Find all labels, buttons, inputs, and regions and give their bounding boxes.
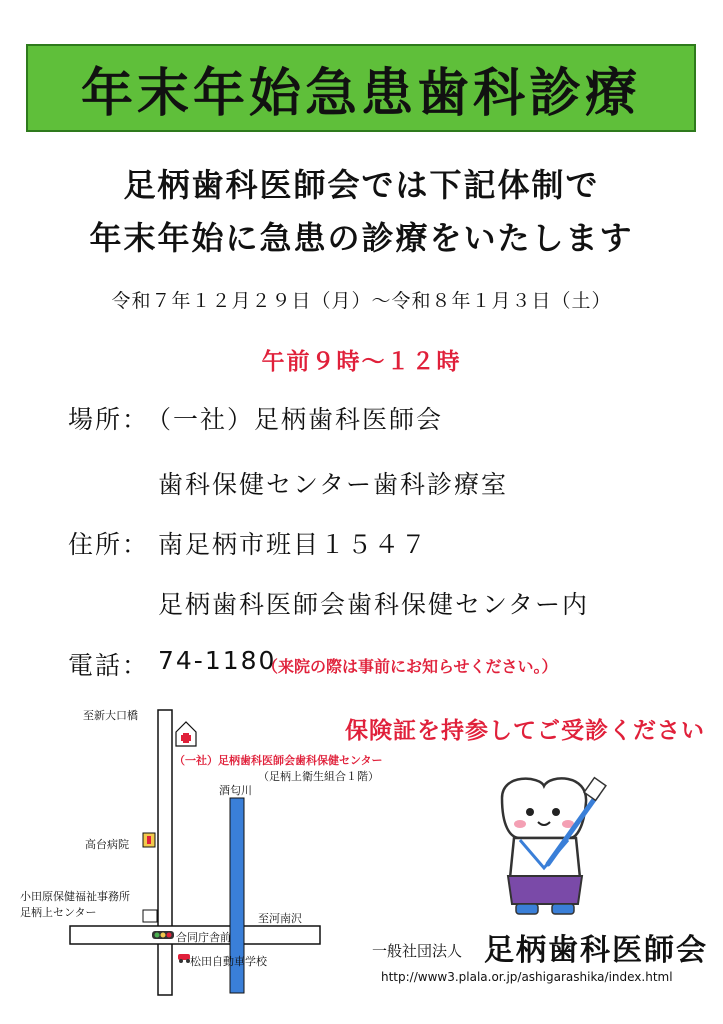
phone-label: 電話： [68, 651, 150, 680]
insurance-notice: 保険証を持参してご受診ください [345, 718, 705, 744]
traffic-signal-icon [152, 931, 174, 939]
lead-line-1: 足柄歯科医師会では下記体制で [123, 166, 600, 204]
org-prefix: 一般社団法人 [372, 942, 463, 960]
clinic-hours: 午前９時～１２時 [261, 349, 462, 375]
place-line-2: 歯科保健センター歯科診療室 [158, 470, 509, 499]
office-icon [143, 910, 157, 922]
map-school-label: 松田自動車学校 [190, 955, 267, 968]
map-center-sub: （足柄上衛生組合１階） [258, 770, 379, 783]
map-hospital-label: 高台病院 [85, 838, 129, 851]
place-label: 場所： [68, 405, 150, 434]
address-label: 住所： [68, 530, 150, 559]
map-river-label: 酒匂川 [219, 784, 252, 797]
address-line-1: 南足柄市班目１５４７ [158, 530, 429, 559]
map-north-label: 至新大口橋 [83, 709, 138, 722]
page-title: 年末年始急患歯科診療 [80, 63, 641, 124]
date-range: 令和７年１２月２９日（月）～令和８年１月３日（土） [111, 290, 612, 312]
title-banner [26, 44, 696, 132]
map-intersection-label: 合同庁舎前 [176, 931, 231, 944]
tooth-mascot-icon [480, 768, 610, 920]
map-east-label: 至河南沢 [258, 912, 302, 925]
org-name: 足柄歯科医師会 [484, 933, 708, 968]
phone-note: （来院の際は事前にお知らせください。） [262, 657, 558, 676]
phone-number: 74-1180 [158, 646, 277, 675]
hospital-icon [143, 833, 155, 847]
map-office-line-1: 小田原保健福祉事務所 [20, 890, 130, 903]
place-line-1: （一社）足柄歯科医師会 [146, 405, 444, 434]
lead-line-2: 年末年始に急患の診療をいたします [89, 219, 634, 257]
map-center-name: （一社）足柄歯科医師会歯科保健センター [174, 754, 383, 767]
map-office-line-2: 足柄上センター [20, 906, 97, 919]
hospital-cross-icon [176, 722, 196, 746]
car-icon [178, 954, 190, 963]
main-road [158, 710, 172, 995]
address-line-2: 足柄歯科医師会歯科保健センター内 [158, 590, 590, 619]
org-url[interactable]: http://www3.plala.or.jp/ashigarashika/index.html [381, 970, 673, 984]
